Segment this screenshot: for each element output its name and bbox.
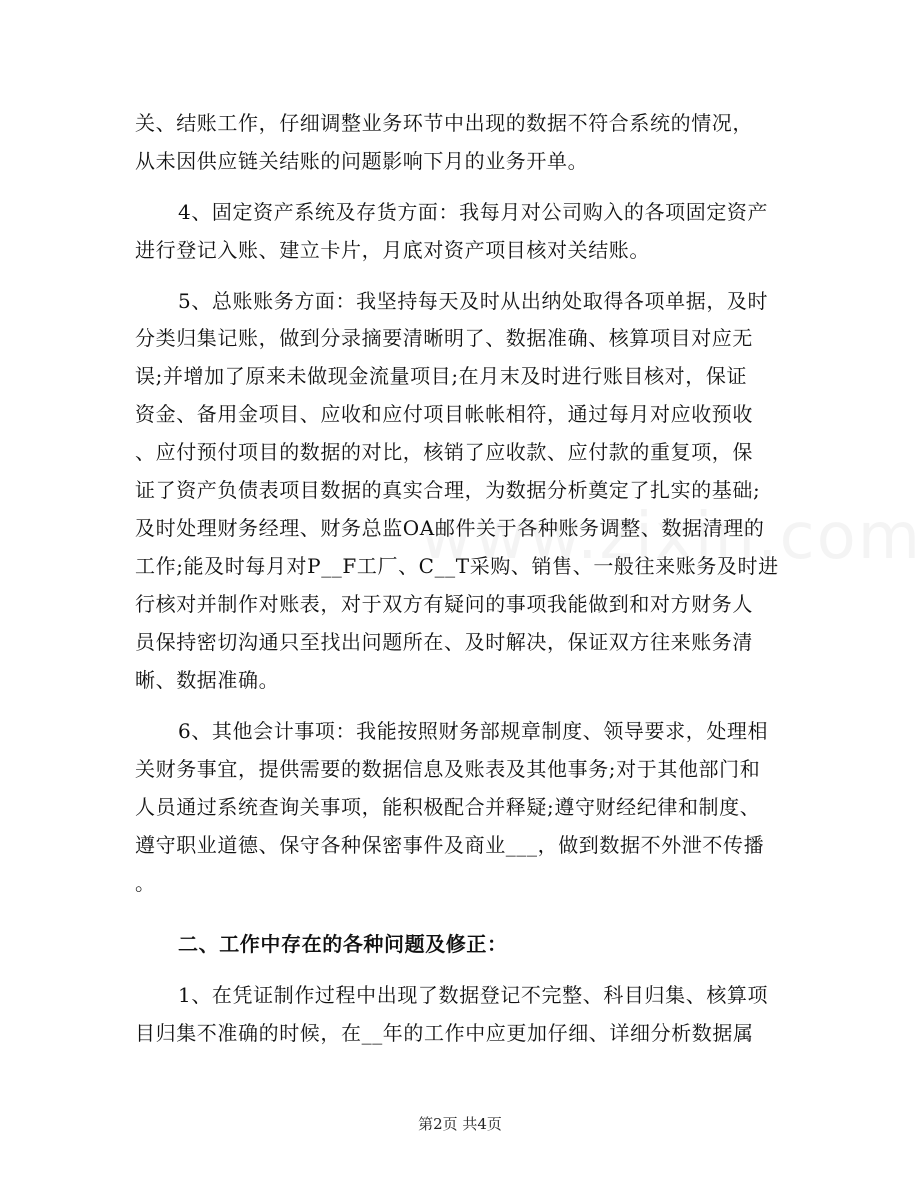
paragraph-line: 。 [135,871,156,895]
paragraph-line: 目归集不准确的时候，在__年的工作中应更加仔细、详细分析数据属 [135,1021,754,1045]
paragraph-line: 进行登记入账、建立卡片，月底对资产项目核对关结账。 [135,238,650,262]
paragraph-line: 及时处理财务经理、财务总监OA邮件关于各种账务调整、数据清理的 [135,516,765,540]
page-footer: 第2页 共4页 [418,1115,502,1133]
paragraph-line: 工作;能及时每月对P__F工厂、C__T采购、销售、一般往来账务及时进 [135,554,779,578]
paragraph-line: 员保持密切沟通只至找出问题所在、及时解决，保证双方往来账务清 [135,630,753,654]
paragraph-line: 6、其他会计事项：我能按照财务部规章制度、领导要求，处理相 [178,719,769,743]
paragraph-line: 分类归集记账，做到分录摘要清晰明了、数据准确、核算项目对应无 [135,326,753,350]
paragraph-line: 遵守职业道德、保守各种保密事件及商业___，做到数据不外泄不传播 [135,833,765,857]
paragraph-line: 晰、数据准确。 [135,668,280,692]
paragraph-line: 证了资产负债表项目数据的真实合理，为数据分析奠定了扎实的基础; [135,478,761,502]
paragraph-line: 、应付预付项目的数据的对比，核销了应收款、应付款的重复项，保 [135,440,753,464]
paragraph-line: 1、在凭证制作过程中出现了数据登记不完整、科目归集、核算项 [178,983,769,1007]
section-heading: 二、工作中存在的各种问题及修正： [178,932,508,956]
paragraph-line: 关、结账工作，仔细调整业务环节中出现的数据不符合系统的情况， [135,111,753,135]
paragraph-line: 从未因供应链关结账的问题影响下月的业务开单。 [135,149,589,173]
paragraph-line: 误;并增加了原来未做现金流量项目;在月末及时进行账目核对，保证 [135,364,748,388]
paragraph-line: 资金、备用金项目、应收和应付项目帐帐相符，通过每月对应收预收 [135,402,753,426]
paragraph-line: 人员通过系统查询关事项，能积极配合并释疑;遵守财经纪律和制度、 [135,795,761,819]
paragraph-line: 5、总账账务方面：我坚持每天及时从出纳处取得各项单据，及时 [178,289,769,313]
paragraph-line: 4、固定资产系统及存货方面：我每月对公司购入的各项固定资产 [178,200,769,224]
paragraph-line: 行核对并制作对账表，对于双方有疑问的事项我能做到和对方财务人 [135,592,753,616]
paragraph-line: 关财务事宜，提供需要的数据信息及账表及其他事务;对于其他部门和 [135,757,761,781]
